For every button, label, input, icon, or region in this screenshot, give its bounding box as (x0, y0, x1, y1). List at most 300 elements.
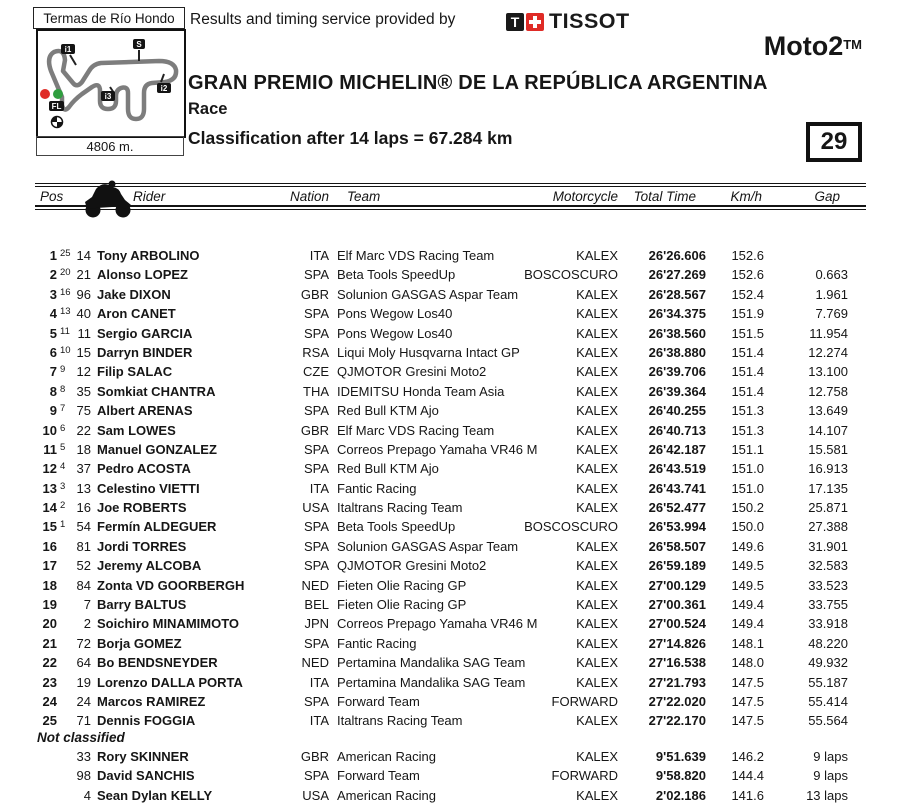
cell-kmh: 151.9 (731, 306, 764, 322)
cell-nation: SPA (303, 558, 329, 574)
cell-moto: KALEX (576, 422, 618, 438)
cell-moto: KALEX (576, 749, 618, 764)
cell-pts: 8 (60, 383, 66, 395)
cell-nation: RSA (302, 344, 329, 360)
cell-num: 18 (76, 441, 91, 457)
result-row (35, 459, 848, 478)
cell-gap: 15.581 (808, 441, 848, 457)
cell-pts: 1 (60, 519, 66, 531)
cell-gap: 33.755 (808, 597, 848, 613)
cell-gap: 1.961 (815, 286, 848, 302)
cell-pts (57, 556, 73, 575)
cell-team: Pertamina Mandalika SAG Team (337, 655, 526, 671)
cell-kmh: 151.4 (731, 344, 764, 360)
cell-moto: KALEX (576, 500, 618, 516)
svg-text:i1: i1 (64, 45, 72, 54)
cell-num: 19 (76, 674, 91, 690)
cell-rider: Jeremy ALCOBA (97, 558, 202, 574)
result-row (35, 265, 848, 284)
cell-pos: 1 (49, 248, 57, 263)
cell-nation: SPA (303, 306, 329, 322)
cell-pos: 8 (49, 383, 57, 399)
cell-gap: 31.901 (808, 538, 848, 554)
cell-pts: 2 (60, 500, 66, 512)
cell-nation: SPA (303, 461, 329, 477)
cell-pos: 15 (42, 519, 57, 535)
result-row (35, 576, 848, 595)
cell-num: 84 (76, 577, 91, 593)
start-light-green-icon (53, 89, 63, 99)
cell-pos: 24 (42, 693, 57, 709)
cell-kmh: 147.5 (731, 713, 764, 729)
circuit-name: Termas de Río Hondo (43, 10, 175, 26)
results-rows (35, 246, 848, 731)
col-header-rider: Rider (133, 189, 166, 204)
cell-kmh: 149.4 (731, 616, 764, 632)
cell-time: 27'00.361 (648, 597, 706, 613)
cell-num: 21 (76, 267, 91, 283)
cell-pts: 3 (60, 480, 66, 492)
result-row (35, 285, 848, 304)
cell-time: 27'21.793 (648, 674, 706, 690)
cell-kmh: 150.0 (731, 519, 764, 535)
cell-moto: BOSCOSCURO (524, 519, 618, 535)
cell-nation: SPA (303, 693, 329, 709)
cell-time: 26'40.255 (648, 403, 706, 419)
cell-pts: 10 (60, 344, 71, 356)
cell-team: Pons Wegow Los40 (337, 306, 453, 322)
cell-rider: Albert ARENAS (97, 403, 193, 419)
cell-num: 13 (76, 480, 91, 496)
cell-gap: 49.932 (808, 655, 848, 671)
cell-pts (57, 634, 73, 653)
cell-moto: KALEX (576, 713, 618, 729)
cell-pts (57, 614, 73, 633)
cell-num: 96 (76, 286, 91, 302)
cell-moto: BOSCOSCURO (524, 267, 618, 283)
cell-gap: 14.107 (808, 422, 848, 438)
result-row (35, 692, 848, 711)
cell-kmh: 147.5 (731, 674, 764, 690)
cell-rider: Celestino VIETTI (97, 480, 200, 496)
cell-gap: 7.769 (815, 306, 848, 322)
cell-nation: ITA (309, 713, 329, 729)
result-row (35, 304, 848, 323)
cell-kmh: 151.4 (731, 364, 764, 380)
cell-pts (57, 595, 73, 614)
cell-kmh: 147.5 (731, 693, 764, 709)
cell-pts (57, 673, 73, 692)
cell-moto: KALEX (576, 344, 618, 360)
cell-kmh: 152.6 (731, 267, 764, 283)
cell-gap: 12.274 (808, 344, 848, 360)
cell-gap: 11.954 (809, 325, 848, 341)
cell-team: Beta Tools SpeedUp (337, 519, 456, 535)
track-length-box (36, 136, 184, 156)
cell-time: 26'27.269 (648, 267, 706, 283)
cell-moto: KALEX (576, 787, 618, 803)
cell-time: 27'00.524 (648, 616, 706, 632)
cell-moto: KALEX (576, 286, 618, 302)
cell-rider: Marcos RAMIREZ (97, 693, 206, 709)
col-header-kmh: Km/h (730, 189, 762, 204)
cell-team: Fantic Racing (337, 635, 417, 651)
cell-nation: SPA (303, 267, 329, 283)
cell-kmh: 149.6 (731, 538, 764, 554)
cell-gap: 13 laps (806, 787, 848, 803)
cell-time: 26'43.519 (648, 461, 706, 477)
page-number: 29 (820, 128, 848, 155)
classification-title: Classification after 14 laps = 67.284 km (188, 128, 513, 148)
cell-pos: 14 (42, 500, 57, 516)
cell-pts (57, 786, 73, 805)
cell-num: 11 (77, 325, 91, 341)
cell-pos: 9 (49, 403, 57, 419)
session-title: Race (188, 100, 228, 118)
cell-gap: 25.871 (808, 500, 848, 516)
cell-nation: SPA (303, 519, 329, 535)
cell-moto: KALEX (576, 597, 618, 613)
tissot-t-icon: T (506, 13, 524, 31)
cell-num: 98 (76, 768, 91, 784)
marker-s (133, 39, 145, 49)
svg-text:S: S (136, 40, 142, 49)
cell-gap: 55.564 (808, 713, 848, 729)
event-title: GRAN PREMIO MICHELIN® DE LA REPÚBLICA ARGENTINA (188, 72, 768, 94)
cell-pts: 13 (60, 306, 71, 318)
cell-pos: 17 (42, 558, 57, 574)
cell-team: Solunion GASGAS Aspar Team (337, 286, 519, 302)
cell-pos (35, 786, 57, 805)
cell-time: 27'22.020 (648, 693, 706, 709)
cell-rider: Aron CANET (97, 306, 176, 322)
cell-rider: Darryn BINDER (97, 344, 193, 360)
cell-nation: SPA (303, 403, 329, 419)
cell-nation: JPN (304, 616, 329, 632)
result-row (35, 595, 848, 614)
rule-header-bottom-2 (35, 209, 866, 210)
cell-rider: Filip SALAC (97, 364, 173, 380)
cell-kmh: 152.4 (731, 286, 764, 302)
cell-num: 2 (83, 616, 91, 632)
cell-time: 26'38.880 (648, 344, 706, 360)
marker-i1 (61, 44, 75, 54)
marker-i3 (101, 91, 115, 101)
cell-moto: KALEX (576, 403, 618, 419)
cell-moto: FORWARD (551, 693, 618, 709)
cell-moto: KALEX (576, 674, 618, 690)
cell-pos (35, 747, 57, 766)
svg-text:i3: i3 (104, 92, 112, 101)
cell-team: Italtrans Racing Team (337, 500, 463, 516)
cell-team: QJMOTOR Gresini Moto2 (337, 558, 487, 574)
cell-num: 72 (76, 635, 91, 651)
cell-moto: KALEX (576, 383, 618, 399)
cell-time: 26'59.189 (648, 558, 706, 574)
cell-kmh: 152.6 (731, 248, 764, 263)
cell-moto: KALEX (576, 538, 618, 554)
cell-pts: 16 (60, 286, 71, 298)
cell-rider: Sergio GARCIA (97, 325, 193, 341)
cell-pts: 9 (60, 364, 66, 376)
cell-pos (35, 766, 57, 785)
result-row (35, 556, 848, 575)
result-row (35, 537, 848, 556)
cell-kmh: 149.4 (731, 597, 764, 613)
cell-team: Beta Tools SpeedUp (337, 267, 456, 283)
rule-top-2 (35, 186, 866, 187)
finish-flag-icon (52, 117, 63, 128)
cell-num: 71 (76, 713, 91, 729)
result-row (35, 766, 848, 785)
cell-nation: BEL (304, 597, 329, 613)
cell-rider: Zonta VD GOORBERGH (97, 577, 245, 593)
cell-pts (57, 711, 73, 730)
col-header-team: Team (347, 189, 381, 204)
cell-moto: KALEX (576, 364, 618, 380)
cell-kmh: 148.1 (731, 635, 764, 651)
cell-time: 26'52.477 (648, 500, 706, 516)
cell-nation: ITA (309, 674, 329, 690)
cell-rider: Lorenzo DALLA PORTA (97, 674, 243, 690)
cell-nation: THA (303, 383, 329, 399)
cell-nation: GBR (300, 749, 329, 764)
cell-team: Red Bull KTM Ajo (337, 461, 439, 477)
cell-team: American Racing (337, 787, 436, 803)
result-row (35, 747, 848, 766)
cell-kmh: 151.3 (731, 422, 764, 438)
cell-rider: Soichiro MINAMIMOTO (97, 616, 240, 632)
cell-time: 26'58.507 (648, 538, 706, 554)
start-light-red-icon (40, 89, 50, 99)
cell-num: 52 (76, 558, 91, 574)
result-row (35, 673, 848, 692)
cell-num: 4 (83, 787, 91, 803)
cell-time: 27'16.538 (648, 655, 706, 671)
cell-rider: Borja GOMEZ (97, 635, 182, 651)
cell-moto: KALEX (576, 325, 618, 341)
cell-num: 15 (76, 344, 91, 360)
cell-time: 27'22.170 (648, 713, 706, 729)
track-map-svg (38, 31, 184, 136)
col-header-total-time: Total Time (633, 189, 696, 204)
cell-pts: 4 (60, 461, 66, 473)
cell-gap: 33.523 (808, 577, 848, 593)
cell-num: 64 (76, 655, 91, 671)
cell-num: 37 (76, 461, 91, 477)
cell-rider: Rory SKINNER (97, 749, 189, 764)
motorcycle-icon (82, 177, 134, 219)
cell-time: 2'02.186 (655, 787, 706, 803)
result-row (35, 343, 848, 362)
col-header-pos: Pos (40, 189, 64, 204)
cell-num: 22 (76, 422, 91, 438)
cell-kmh: 151.3 (731, 403, 764, 419)
cell-rider: Sean Dylan KELLY (97, 787, 213, 803)
cell-num: 33 (76, 749, 91, 764)
cell-kmh: 148.0 (731, 655, 764, 671)
cell-nation: SPA (303, 635, 329, 651)
result-row (35, 634, 848, 653)
cell-team: Liqui Moly Husqvarna Intact GP (337, 344, 520, 360)
cell-kmh: 151.4 (731, 383, 764, 399)
cell-rider: Tony ARBOLINO (97, 248, 200, 263)
cell-moto: KALEX (576, 655, 618, 671)
trademark: TM (843, 37, 862, 52)
result-row (35, 711, 848, 730)
cell-kmh: 150.2 (731, 500, 764, 516)
cell-pts (57, 576, 73, 595)
cell-pts: 25 (60, 248, 71, 259)
cell-team: Elf Marc VDS Racing Team (337, 422, 495, 438)
cell-kmh: 151.0 (731, 461, 764, 477)
marker-i1-tick (70, 55, 76, 65)
result-row (35, 401, 848, 420)
svg-text:i2: i2 (160, 84, 168, 93)
cell-time: 9'58.820 (655, 768, 706, 784)
marker-i2 (157, 83, 171, 93)
cell-kmh: 151.0 (731, 480, 764, 496)
cell-kmh: 149.5 (731, 577, 764, 593)
marker-fl (49, 101, 64, 111)
cell-nation: SPA (303, 768, 329, 784)
cell-moto: KALEX (576, 616, 618, 632)
cell-team: Pertamina Mandalika SAG Team (337, 674, 526, 690)
cell-team: Correos Prepago Yamaha VR46 M (337, 616, 538, 632)
cell-gap: 55.187 (808, 674, 848, 690)
tissot-wordmark: TISSOT (549, 9, 630, 33)
cell-num: 54 (76, 519, 91, 535)
cell-kmh: 149.5 (731, 558, 764, 574)
cell-time: 26'34.375 (648, 306, 706, 322)
cell-rider: Fermín ALDEGUER (97, 519, 217, 535)
cell-time: 27'14.826 (648, 635, 706, 651)
cell-moto: KALEX (576, 558, 618, 574)
cell-nation: NED (301, 655, 329, 671)
cell-team: Red Bull KTM Ajo (337, 403, 439, 419)
cell-pts (57, 747, 73, 766)
cell-gap (764, 246, 848, 265)
cell-nation: CZE (303, 364, 329, 380)
cell-pos: 25 (42, 713, 57, 729)
cell-pos: 3 (49, 286, 57, 302)
cell-kmh: 151.1 (731, 441, 764, 457)
cell-gap: 12.758 (808, 383, 848, 399)
cell-team: Italtrans Racing Team (337, 713, 463, 729)
cell-pts (57, 537, 73, 556)
cell-pos: 16 (42, 538, 57, 554)
cell-gap: 9 laps (813, 749, 848, 764)
result-row (35, 382, 848, 401)
cell-moto: KALEX (576, 306, 618, 322)
cell-gap: 17.135 (808, 480, 848, 496)
cell-time: 27'00.129 (648, 577, 706, 593)
cell-num: 16 (76, 500, 91, 516)
cell-pts (57, 692, 73, 711)
rule-top-1 (35, 183, 866, 184)
cell-team: American Racing (337, 749, 436, 764)
result-row (35, 246, 848, 265)
result-row (35, 440, 848, 459)
cell-rider: Jordi TORRES (97, 538, 187, 554)
cell-rider: Manuel GONZALEZ (97, 441, 217, 457)
cell-team: Forward Team (337, 768, 420, 784)
cell-num: 35 (76, 383, 91, 399)
cell-nation: SPA (303, 441, 329, 457)
cell-pos: 22 (42, 655, 57, 671)
cell-pos: 13 (42, 480, 57, 496)
result-row (35, 362, 848, 381)
table-header (35, 188, 848, 205)
cell-gap: 27.388 (808, 519, 848, 535)
result-row (35, 498, 848, 517)
cell-time: 26'39.706 (648, 364, 706, 380)
cell-time: 26'42.187 (648, 441, 706, 457)
cell-pos: 19 (42, 597, 57, 613)
cell-nation: SPA (303, 538, 329, 554)
cell-time: 26'40.713 (648, 422, 706, 438)
cell-team: Fieten Olie Racing GP (337, 597, 467, 613)
class-title: Moto2™ (763, 31, 862, 61)
cell-gap: 13.649 (808, 403, 848, 419)
cell-pos: 11 (43, 441, 57, 457)
cell-team: Solunion GASGAS Aspar Team (337, 538, 519, 554)
cell-nation: GBR (300, 422, 329, 438)
cell-time: 26'39.364 (648, 383, 706, 399)
cell-nation: NED (301, 577, 329, 593)
cell-team: Pons Wegow Los40 (337, 325, 453, 341)
result-row (35, 324, 848, 343)
page-number-box (806, 122, 862, 162)
cell-kmh: 141.6 (731, 787, 764, 803)
tissot-cross-icon (526, 13, 544, 31)
cell-time: 26'53.994 (648, 519, 706, 535)
cell-rider: Bo BENDSNEYDER (97, 655, 218, 671)
cell-pos: 10 (42, 422, 57, 438)
cell-gap: 0.663 (815, 267, 848, 283)
cell-moto: KALEX (576, 480, 618, 496)
cell-pts: 5 (60, 441, 66, 453)
svg-text:FL: FL (51, 102, 62, 111)
cell-rider: Somkiat CHANTRA (97, 383, 216, 399)
cell-nation: USA (302, 787, 329, 803)
result-row (35, 653, 848, 672)
cell-pos: 18 (42, 577, 57, 593)
cell-moto: KALEX (576, 635, 618, 651)
cell-time: 26'43.741 (648, 480, 706, 496)
cell-pts: 20 (60, 267, 71, 279)
cell-pos: 4 (49, 306, 57, 322)
cell-gap: 55.414 (808, 693, 848, 709)
cell-team: Fieten Olie Racing GP (337, 577, 467, 593)
result-row (35, 786, 848, 805)
cell-pos: 6 (49, 344, 57, 360)
cell-nation: USA (302, 500, 329, 516)
cell-pts (57, 766, 73, 785)
cell-num: 7 (83, 597, 91, 613)
cell-pos: 23 (42, 674, 57, 690)
cell-nation: ITA (309, 248, 329, 263)
circuit-name-box (33, 7, 185, 29)
cell-team: Correos Prepago Yamaha VR46 M (337, 441, 538, 457)
result-row (35, 614, 848, 633)
cell-time: 26'38.560 (648, 325, 706, 341)
cell-gap: 48.220 (808, 635, 848, 651)
cell-num: 14 (76, 248, 91, 263)
cell-rider: Alonso LOPEZ (97, 267, 188, 283)
cell-rider: Jake DIXON (97, 286, 171, 302)
cell-moto: FORWARD (551, 768, 618, 784)
